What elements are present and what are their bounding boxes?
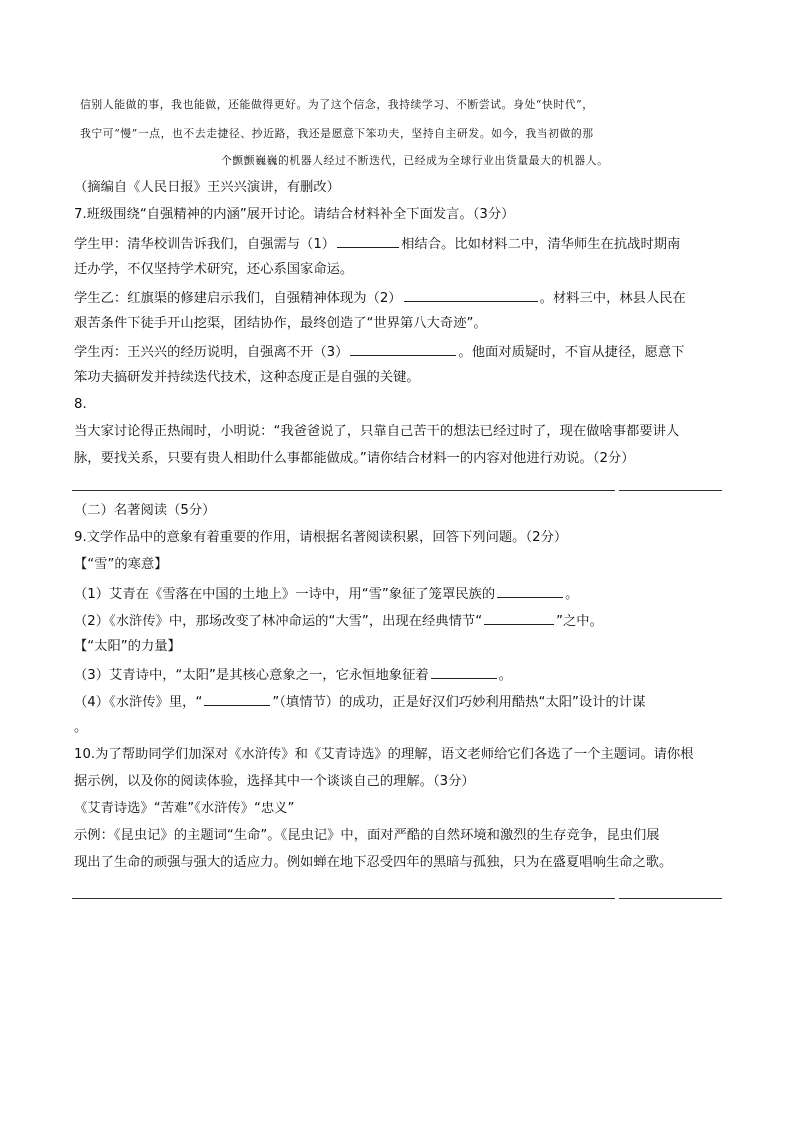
quote-line-1: 信别人能做的事，我也能做，还能做得更好。为了这个信念，我持续学习、不断尝试。身处“快时代”， <box>80 98 594 111</box>
q9-2-text-pre: （2）《水浒传》中，那场改变了林冲命运的“大雪”，出现在经典情节“ <box>74 614 483 629</box>
q8-answer-line-end[interactable] <box>619 490 722 491</box>
q9-3-text-post: 。 <box>498 668 512 683</box>
q7-student-a <box>74 235 680 253</box>
q9-item-1 <box>74 585 578 603</box>
q7-c-text-post: 。他面对质疑时，不盲从捷径，愿意下 <box>458 345 685 360</box>
q7-b-text-pre: 学生乙：红旗渠的修建启示我们，自强精神体现为（2） <box>74 291 402 306</box>
q9-3-text-pre: （3）艾青诗中，“太阳”是其核心意象之一，它永恒地象征着 <box>74 668 429 683</box>
q7-student-b <box>74 289 686 307</box>
q10-text-line2: 据示例，以及你的阅读体验，选择其中一个谈谈自己的理解。（3分） <box>74 774 475 789</box>
q7-a-text-post: 相结合。比如材料二中，清华师生在抗战时期南 <box>401 237 681 252</box>
q7-student-a-line2: 迁办学，不仅坚持学术研究，还心系国家命运。 <box>74 262 354 277</box>
q8-answer-line[interactable] <box>72 490 615 491</box>
q7-b-text-post: 。材料三中，林县人民在 <box>539 291 686 306</box>
q7-student-b-line2: 艰苦条件下徒手开山挖渠，团结协作，最终创造了“世界第八大奇迹”。 <box>74 316 487 331</box>
q9-item-4-line2: 。 <box>74 720 88 735</box>
q7-c-text-pre: 学生丙：王兴兴的经历说明，自强离不开（3） <box>74 345 349 360</box>
source-note: （摘编自《人民日报》王兴兴演讲，有删改） <box>74 180 340 195</box>
q7-a-text-pre: 学生甲：清华校训告诉我们，自强需与（1） <box>74 237 336 252</box>
q8-text-line1: 当大家讨论得正热闹时，小明说：“我爸爸说了，只靠自己苦干的想法已经过时了，现在做啥事都要讲人 <box>74 424 680 439</box>
q9-answer-blank-4[interactable] <box>204 693 270 706</box>
q9-item-2 <box>74 612 603 630</box>
q9-heading-snow: 【“雪”的寒意】 <box>74 557 168 572</box>
quote-line-2: 我宁可“慢”一点，也不去走捷径、抄近路，我还是愿意下笨功夫，坚持自主研发。如今，我当初做的那 <box>80 127 594 140</box>
q7-answer-blank-2[interactable] <box>404 289 538 302</box>
q9-2-text-post: ”之中。 <box>556 614 603 629</box>
q10-answer-line[interactable] <box>72 898 615 899</box>
q10-example-line1: 示例：《昆虫记》的主题词“生命”。《昆虫记》中，面对严酷的自然环境和激烈的生存竞争，昆虫们展 <box>74 828 660 843</box>
q9-answer-blank-2[interactable] <box>484 612 554 625</box>
q9-1-text-pre: （1）艾青在《雪落在中国的土地上》一诗中，用“雪”象征了笼罩民族的 <box>74 587 496 602</box>
q10-answer-line-end[interactable] <box>619 898 722 899</box>
q9-prompt: 9.文学作品中的意象有着重要的作用，请根据名著阅读积累，回答下列问题。（2分） <box>74 530 568 545</box>
q9-item-4 <box>74 693 645 711</box>
q8-text-line2: 脉，要找关系，只要有贵人相助什么事都能做成。”请你结合材料一的内容对他进行劝说。（2分） <box>74 451 635 466</box>
q10-themes: 《艾青诗选》“苦难”《水浒传》“忠义” <box>74 801 295 816</box>
section-2-title: （二）名著阅读（5分） <box>74 503 216 518</box>
q10-example-line2: 现出了生命的顽强与强大的适应力。例如蝉在地下忍受四年的黑暗与孤独，只为在盛夏唱响生命之歌。 <box>74 855 673 870</box>
q9-4-text-pre: （4）《水浒传》里，“ <box>74 695 203 710</box>
quote-line-3: 个颤颤巍巍的机器人经过不断迭代，已经成为全球行业出货量最大的机器人。 <box>221 154 609 167</box>
q9-heading-sun: 【“太阳”的力量】 <box>74 639 181 654</box>
q7-student-c <box>74 343 684 361</box>
q7-prompt: 7.班级围绕“自强精神的内涵”展开讨论。请结合材料补全下面发言。（3分） <box>74 207 515 222</box>
q9-4-text-post: ”（填情节）的成功，正是好汉们巧妙利用酷热“太阳”设计的计谋 <box>272 695 646 710</box>
q7-student-c-line2: 笨功夫搞研发并持续迭代技术，这种态度正是自强的关键。 <box>74 370 420 385</box>
q9-item-3 <box>74 666 512 684</box>
q7-answer-blank-1[interactable] <box>337 235 399 248</box>
q10-text-line1: 10.为了帮助同学们加深对《水浒传》和《艾青诗选》的理解，语文老师给它们各选了一个主题词。请你根 <box>74 747 694 762</box>
q9-answer-blank-3[interactable] <box>431 666 497 679</box>
q9-answer-blank-1[interactable] <box>497 585 563 598</box>
q8-number: 8. <box>74 397 87 412</box>
q9-1-text-post: 。 <box>565 587 579 602</box>
q7-answer-blank-3[interactable] <box>350 343 456 356</box>
